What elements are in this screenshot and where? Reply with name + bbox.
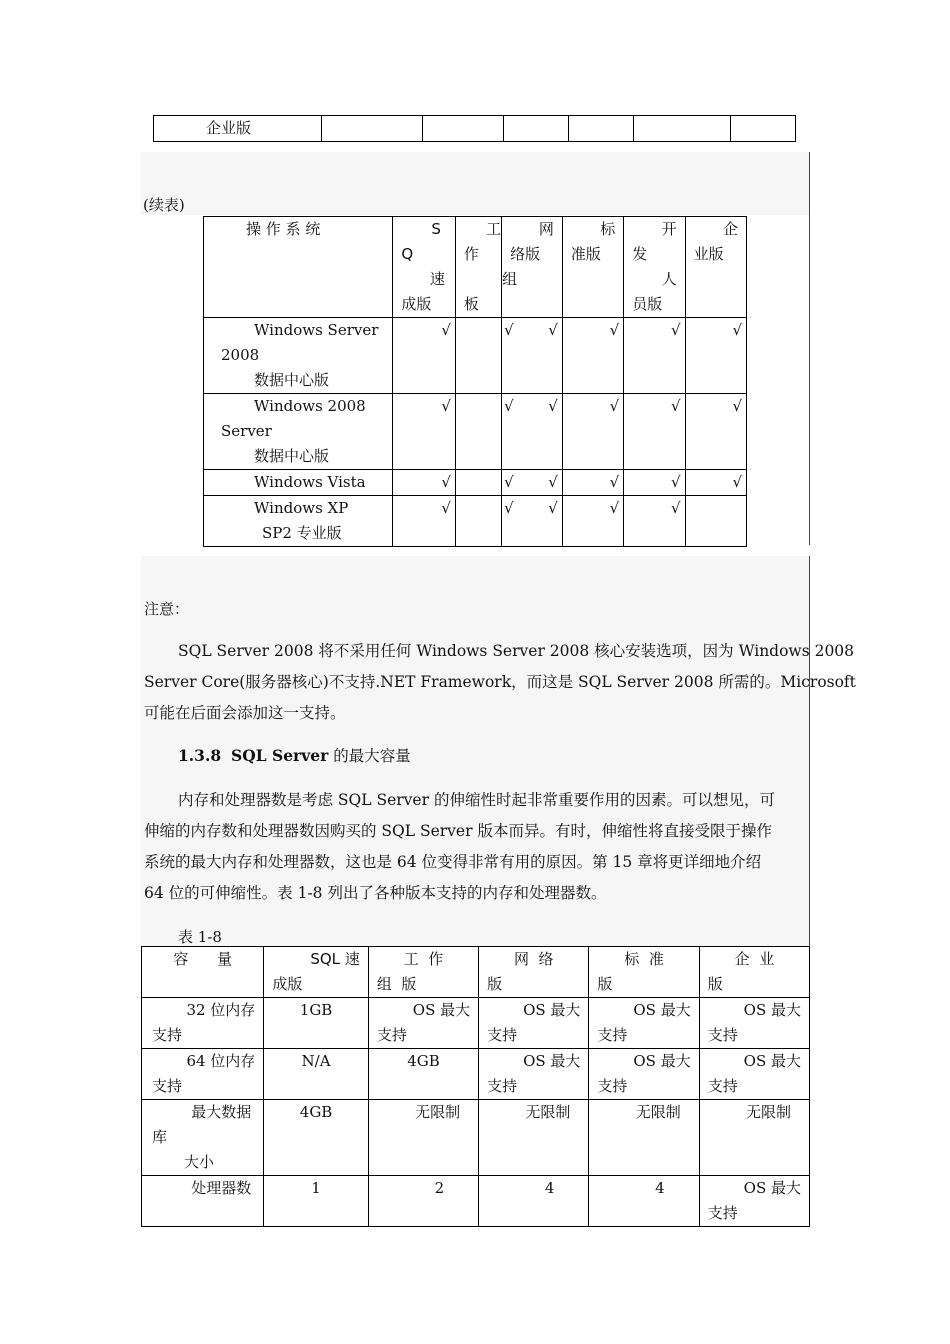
check-cell: √ — [685, 318, 746, 394]
value-text: OS 最大 — [633, 1001, 691, 1019]
header-text: 企 — [722, 220, 738, 238]
header-cell: 容 量 — [142, 947, 264, 998]
os-support-table — [203, 216, 747, 547]
value-text: 支持 — [597, 1026, 628, 1044]
row-label: 最大数据 — [191, 1103, 252, 1121]
value-cell — [699, 998, 809, 1049]
table-row — [142, 1049, 810, 1100]
paragraph-line: 内存和处理器数是考虑 SQL Server 的伸缩性时起非常重要作用的因素。可以想见，可 — [178, 791, 775, 809]
capacity-table — [141, 946, 810, 1227]
check-mark: √ — [548, 321, 558, 339]
row-label: 处理器数 — [191, 1179, 252, 1197]
value-text: 支持 — [487, 1026, 518, 1044]
top-table-remnant — [153, 115, 796, 142]
value-cell: 无限制 — [589, 1100, 699, 1176]
value-cell: N/A — [264, 1049, 369, 1100]
section-number: 1.3.8 — [178, 746, 222, 765]
header-text: 版 — [487, 975, 503, 993]
value-cell — [368, 998, 478, 1049]
table-row — [204, 496, 747, 547]
table-row — [204, 394, 747, 470]
value-cell: 4 — [479, 1176, 589, 1227]
check-cell: √ — [624, 394, 685, 470]
header-text: 网 络 — [514, 950, 554, 968]
value-cell — [479, 1049, 589, 1100]
header-text: SQL 速 — [310, 950, 360, 968]
row-label-cell — [142, 1049, 264, 1100]
header-text: S — [431, 220, 441, 238]
value-text: OS 最大 — [412, 1001, 471, 1019]
value-cell: 1GB — [264, 998, 369, 1049]
section-title-rest: 的最大容量 — [328, 747, 411, 765]
header-text: 网 — [538, 220, 554, 238]
value-text: 支持 — [597, 1077, 628, 1095]
table-caption: 表 1-8 — [178, 928, 222, 946]
section-heading — [178, 744, 411, 766]
header-cell — [562, 217, 623, 318]
note-line: Server Core(服务器核心)不支持.NET Framework，而这是 SQL Server 2008 所需的。Microsoft — [144, 673, 856, 691]
os-name-cell — [204, 470, 393, 496]
check-cell: √ — [685, 394, 746, 470]
check-cell — [502, 496, 563, 547]
row-label: 32 位内存 — [186, 1001, 256, 1019]
value-text: 支持 — [707, 1077, 738, 1095]
value-text: OS 最大 — [523, 1001, 581, 1019]
header-cell — [479, 947, 589, 998]
note-line: SQL Server 2008 将不采用任何 Windows Server 2008 核心安装选项，因为 Windows 2008 — [178, 642, 855, 660]
check-cell: √ — [562, 470, 623, 496]
value-cell: 4GB — [264, 1100, 369, 1176]
value-text: OS 最大 — [743, 1179, 801, 1197]
header-cell — [393, 217, 455, 318]
note-text — [144, 636, 856, 729]
os-name-cell — [204, 496, 393, 547]
check-cell — [502, 318, 563, 394]
table-cell — [322, 116, 423, 142]
check-mark: √ — [504, 321, 514, 339]
header-cell — [589, 947, 699, 998]
check-cell — [455, 318, 501, 394]
check-cell — [685, 496, 746, 547]
value-cell: 无限制 — [479, 1100, 589, 1176]
value-cell — [479, 998, 589, 1049]
os-name-cell — [204, 318, 393, 394]
header-cell — [264, 947, 369, 998]
check-cell: √ — [624, 470, 685, 496]
divider — [809, 215, 810, 545]
os-name: 数据中心版 — [254, 371, 330, 389]
check-mark: √ — [504, 499, 514, 517]
table-row — [154, 116, 796, 142]
value-cell: 1 — [264, 1176, 369, 1227]
body-paragraph — [144, 785, 814, 909]
header-cell — [455, 217, 501, 318]
header-cell — [368, 947, 478, 998]
header-cell — [699, 947, 809, 998]
value-cell: 2 — [368, 1176, 478, 1227]
table-cell — [731, 116, 796, 142]
os-name: Windows Server — [254, 321, 379, 339]
header-text: 工 — [486, 220, 502, 238]
table-row — [204, 470, 747, 496]
check-mark: √ — [504, 473, 514, 491]
check-cell — [455, 470, 501, 496]
os-name-cell — [204, 394, 393, 470]
header-cell — [685, 217, 746, 318]
header-text: 标 — [600, 220, 616, 238]
value-cell: 无限制 — [368, 1100, 478, 1176]
value-cell: 4 — [589, 1176, 699, 1227]
table-header-row — [204, 217, 747, 318]
note-line: 可能在后面会添加这一支持。 — [144, 704, 346, 722]
row-label: 支持 — [152, 1077, 183, 1095]
header-text: 业版 — [693, 245, 724, 263]
header-text: 企 业 — [734, 950, 775, 968]
value-cell: 无限制 — [699, 1100, 809, 1176]
header-cell — [204, 217, 393, 318]
header-text: 组 — [502, 270, 518, 288]
check-cell: √ — [562, 394, 623, 470]
value-text: OS 最大 — [743, 1052, 801, 1070]
value-cell — [699, 1049, 809, 1100]
table-cell: 企业版 — [154, 116, 322, 142]
value-cell — [589, 998, 699, 1049]
value-text: 支持 — [376, 1026, 407, 1044]
row-label: 支持 — [152, 1026, 183, 1044]
os-name: Windows Vista — [254, 473, 366, 491]
paragraph-line: 系统的最大内存和处理器数，这也是 64 位变得非常有用的原因。第 15 章将更详细地介绍 — [144, 853, 762, 871]
section-title-bold: SQL Server — [231, 746, 329, 765]
continued-label: (续表) — [143, 196, 185, 214]
value-text: 支持 — [707, 1204, 738, 1222]
header-text: 员版 — [632, 295, 663, 313]
check-cell — [502, 394, 563, 470]
check-cell: √ — [393, 318, 455, 394]
check-cell: √ — [685, 470, 746, 496]
row-label: 库 — [152, 1128, 168, 1146]
check-mark: √ — [548, 473, 558, 491]
os-name: 数据中心版 — [254, 447, 330, 465]
header-text: 工 作 — [403, 950, 444, 968]
check-cell: √ — [624, 496, 685, 547]
check-cell: √ — [562, 318, 623, 394]
check-mark: √ — [548, 397, 558, 415]
value-text: OS 最大 — [743, 1001, 801, 1019]
value-text: 支持 — [487, 1077, 518, 1095]
value-cell — [589, 1049, 699, 1100]
check-cell: √ — [393, 470, 455, 496]
header-text: 速 — [429, 270, 445, 288]
value-text: 支持 — [707, 1026, 738, 1044]
table-header-row — [142, 947, 810, 998]
os-name: SP2 专业版 — [262, 524, 342, 542]
header-text: 开 — [661, 220, 677, 238]
check-cell: √ — [562, 496, 623, 547]
check-cell: √ — [393, 394, 455, 470]
header-text: Q — [401, 245, 414, 263]
header-text: 操 作 系 统 — [246, 220, 321, 238]
row-label: 大小 — [184, 1153, 215, 1171]
table-row — [204, 318, 747, 394]
header-cell — [624, 217, 685, 318]
check-cell: √ — [393, 496, 455, 547]
table-row — [142, 1100, 810, 1176]
header-cell — [502, 217, 563, 318]
table-cell — [423, 116, 504, 142]
value-cell — [699, 1176, 809, 1227]
table-cell — [569, 116, 634, 142]
value-text: OS 最大 — [523, 1052, 581, 1070]
paragraph-line: 64 位的可伸缩性。表 1-8 列出了各种版本支持的内存和处理器数。 — [144, 884, 607, 902]
check-cell: √ — [624, 318, 685, 394]
table-cell — [634, 116, 731, 142]
header-text: 成版 — [272, 975, 303, 993]
shaded-band — [141, 152, 810, 215]
check-mark: √ — [504, 397, 514, 415]
header-text: 版 — [707, 975, 723, 993]
header-text: 作 — [463, 245, 479, 263]
header-text: 标 准 — [624, 950, 664, 968]
table-cell — [504, 116, 569, 142]
value-text: OS 最大 — [633, 1052, 691, 1070]
row-label: 64 位内存 — [186, 1052, 256, 1070]
os-name: Server — [221, 422, 272, 440]
header-text: 准版 — [570, 245, 601, 263]
header-text: 组 版 — [376, 975, 417, 993]
note-label: 注意： — [144, 600, 190, 618]
check-cell — [455, 496, 501, 547]
table-row — [142, 1176, 810, 1227]
os-name: 2008 — [221, 346, 260, 364]
header-text: 版 — [597, 975, 613, 993]
os-name: Windows XP — [254, 499, 349, 517]
row-label-cell — [142, 1100, 264, 1176]
check-cell — [455, 394, 501, 470]
check-mark: √ — [548, 499, 558, 517]
header-text: 发 — [632, 245, 648, 263]
row-label-cell — [142, 1176, 264, 1227]
header-text: 成版 — [401, 295, 432, 313]
os-name: Windows 2008 — [254, 397, 366, 415]
header-text: 络版 — [510, 245, 541, 263]
check-cell — [502, 470, 563, 496]
value-cell: 4GB — [368, 1049, 478, 1100]
table-row — [142, 998, 810, 1049]
row-label-cell — [142, 998, 264, 1049]
header-text: 板 — [463, 295, 479, 313]
paragraph-line: 伸缩的内存数和处理器数因购买的 SQL Server 版本而异。有时，伸缩性将直接受限于操作 — [144, 822, 772, 840]
header-text: 人 — [661, 270, 677, 288]
